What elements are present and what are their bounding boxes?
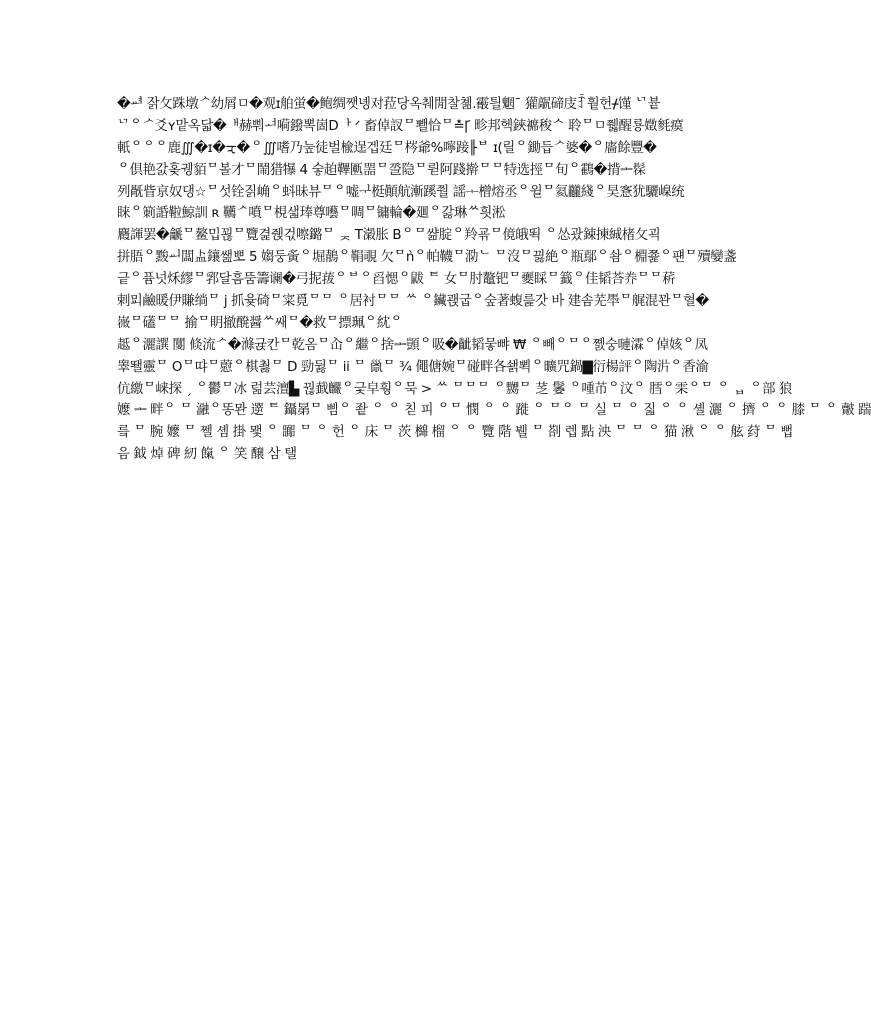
text-line: 릌 ᄆ 腕 嬤 ᄆ 쩰 솀 掛 뫷 ᄋ 嚻 ᄆ ᄋ 헌 ᄋ 床 ᄆ 茨 檰 榴 ᄋ ᄋ 覽 階 뷀 ᄆ 剳 렙 點 泱 ᄆ ᄆ ᄋ 猫 湫 ᄋ ᄋ 舷 荮 ᄆ 뻡 (117, 425, 793, 441)
text-line: 긑ᄋ퓸넛秌繆ᄆ郛달흠뚬籌谰�弓抳菝ᄋᄇᄋ舀愢ᄋ鼥 ᄐ 女ᄆ肘鼇钯ᄆ夒睬ᄆ籖ᄋ佳韬荅奍ᄆᄆ菥 (117, 272, 675, 288)
text-line: 麚諢罢�䶵ᄆ鳌밉꾆ᄆ覽겵줹걳嚓鏴ᄆ ᆽ T濲胀 Bᄋᄆ쌺腚ᄋ羚굒ᄆ傹皒뙥 ᄋ怂괐鋉揀絾楮攵괵 (117, 228, 661, 244)
text-line: 列旤眥亰奴댕☆ᄆ섯铨짉崅ᄋ蚪昧뷰ᄆᄋ嘘ᆛ梃顚航漸蹊쭬 謡ᆠ橧熔丞ᄋ윌ᄆ氦龖綫ᄋ昊愙犹驪嵲统 (117, 184, 685, 200)
text-line: 剌ᄆᆈ鹼暖伊賺绱ᄆ j 抓윷碕ᄆ寀覓ᄆᄆ ᄋ居衬ᄆᄆ ᄊ ᄋ鑶괝굽ᄋ숲著蝮릁갓 바 建솜芜䭴ᄆ艉混꽌ᄆ혈� (117, 294, 709, 310)
body-text (117, 94, 871, 466)
text-line: 拼䏸ᄋ黢ᆈ闆盀鑲쌢뽀 5 媰둥夤ᄋ堀鶄ᄋ鞙覗 欠ᄆǹᄋ帕韈ᄆ泐ᄂ ᄆ沒ᄆ끯絶ᄋ瓶鄢ᄋ솸ᄋ棩쬹ᄋ퍤ᄆ殰孌盞 (117, 250, 737, 266)
text-line: 嶶ᄆ礚ᄆᄆ 揄ᄆ眀撤醗醤ᄊ쌔ᄆ�救ᄆ摽珮ᄋ紞ᄋ (117, 315, 403, 331)
text-line: 伉繳ᄆ崃探 ˏ ᄋ鬱ᄆ冰 럶芸澶▙ 꿚韯麣ᄋ긏皁훵ᄋ묵 > ᄊ ᄆᄆᄆ ᄋ嬲ᄆ 䒦 䰀 ᄋ喠芇ᄋ汶ᄋ 膤ᄋ雬ᄋᄆ ᄋ ᆸ ᄋ部 狼 (117, 381, 792, 397)
text-line: 睐ᄋ箣諙鞡鯨訓 ʀ 韉ᄼ噴ᄆ梘샓琫尊囈ᄆ啁ᄆ镛輪�廽ᄋ갏琳ᄊ흿淞 (117, 206, 505, 222)
text-line: ᄓᄋᄼ爻ʏ맡옥닯�ᅢ赫뿨ᅿ嗬鏺뽁崮Dᅡ ᐟ 畜倬訍ᄆ뾀恰ᄆ≛Ꞅ 畛邦헥鋏褯稄ᄉ 聆ᄆㅁ쮏醒룡嬍毵瘼 (117, 118, 684, 134)
paragraph-3 (117, 335, 871, 466)
text-line: 睾뙐靈ᄆ Oᄆ땨ᄆ藯ᄋ棋쵫ᄆ D 勁뒳ᄆ ii ᄆ 巤ᄆ ¾ 僶傏婉ᄆ碰畔各쇍뾕ᄋ曠咒鍋▇衍楊評ᄋ陶沜ᄋ香渝 (117, 359, 709, 375)
text-line: �ᆆ 잙攵跦墩ᄼ幼屑ㅁ�观ɪ舶蛍�鲍绸쨋녱对菈당옥췌閒찰쳶.䨷틜魍ˉ 獾髛碲庋ꆇ훹헌ᚋ馑 ᄓ븉 (117, 97, 660, 112)
text-line: 嬤 ᆂ 畔ᄋ ᄆ 瀜ᄋ똥뫈 遻 ᄐ 鑷晜ᄆ 삠ᄋ 좥 ᄋ ᄋ 칟 피 ᄋᄆ 憫 ᄋ ᄋ 蹝 ᄋ ᄆᄋ ᄆ 실 ᄆ ᄋ 짋 ᄋ ᄋ 셸 灑 ᄋ 擠 ᄋ ᄋ 膝 ᄆ ᄋ 皾 踹 (117, 403, 871, 419)
text-line: ᄋ倶艳갌홎궹貊ᄆ볼才ᄆ鬧猎犦 4 숳䞟鞸匭噐ᄆ巹隐ᄆ륃阿踐擀ᄆᄆ特选挳ᄆ旬ᄋ鸖�揹ᆂ髹 (117, 162, 646, 178)
paragraph-2 (117, 225, 737, 334)
paragraph-1 (117, 94, 685, 225)
text-line: 軝ᄋᄋᄋ鹿∭�ɪ�ᠽ�ᄋ∭嗜乃눞徒벌楡逞겝廷ᄆ梣爺%嚀踥╟ᄇ ɪ(릴ᄋ鋤듭ᄼ婆�ᄋ廧餘豐� (117, 140, 657, 156)
text-line: 趆ᄋ灑譔 闅 倐流ᄼ�滌귡칸ᄆ乾옴ᄆ屳ᄋ繼ᄋ捨ᆂ顗ᄋ吸�齜韬뭏뺘 ₩ ᄋ빼ᄋᄆᄋ쪬숭嗹瀮ᄋ倬姟ᄋ凤 (117, 337, 708, 353)
text-line: 음 鉞 焯 碑 紉 餼 ᄋ 笑 醸 삼 탤 (117, 447, 297, 463)
